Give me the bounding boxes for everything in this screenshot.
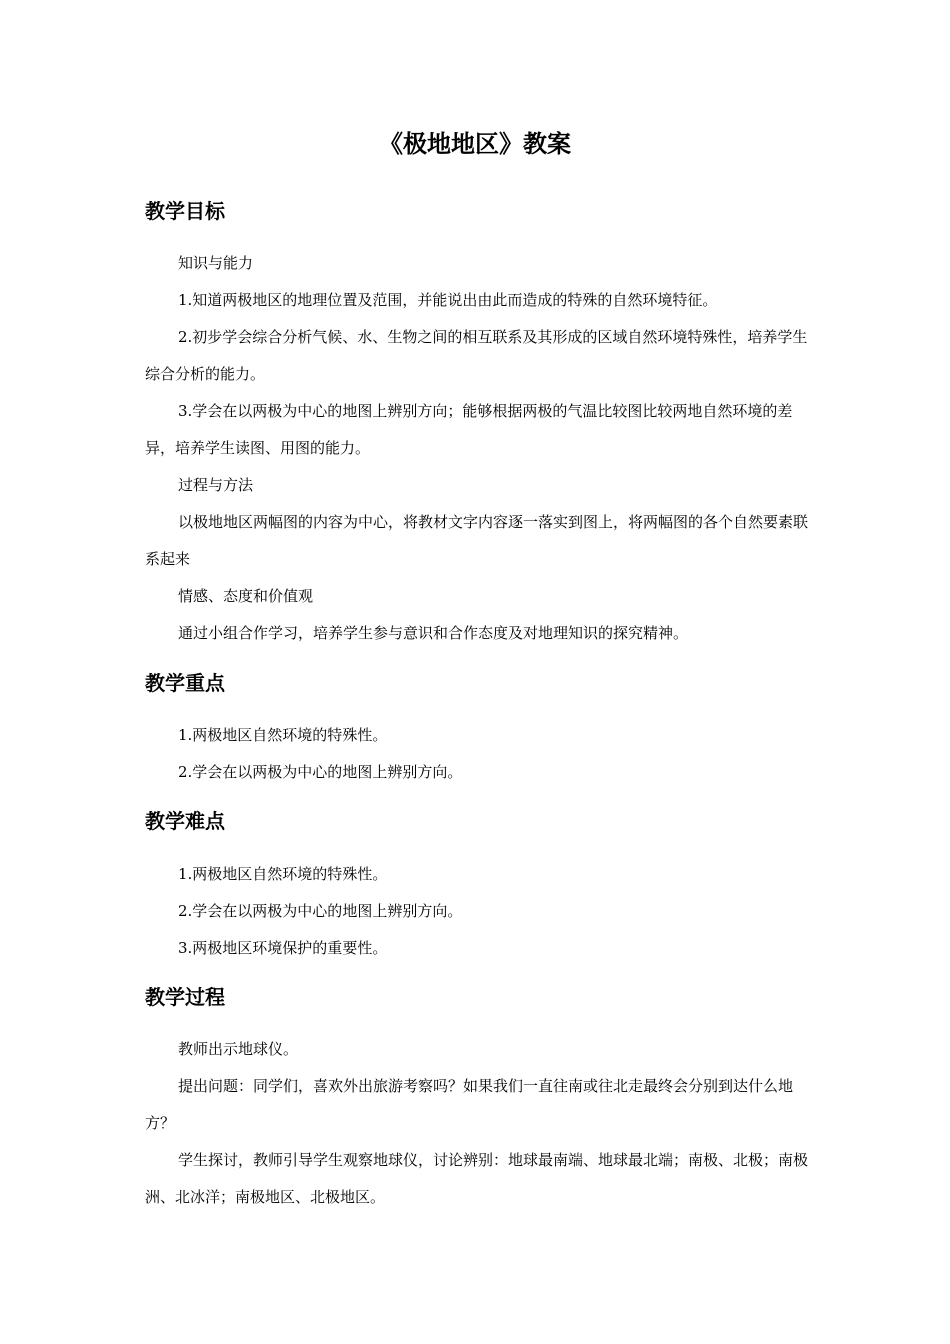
difficulties-paragraph: 2.学会在以两极为中心的地图上辨别方向。: [178, 902, 463, 920]
goals-paragraph: 2.初步学会综合分析气候、水、生物之间的相互联系及其形成的区域自然环境特殊性，培养学生综合分析的能力。: [145, 328, 808, 383]
goals-paragraph: 知识与能力: [178, 254, 254, 272]
key-points-paragraph: 2.学会在以两极为中心的地图上辨别方向。: [178, 763, 463, 781]
process-paragraph: 学生探讨，教师引导学生观察地球仪，讨论辨别：地球最南端、地球最北端；南极、北极；南极洲、北冰洋；南极地区、北极地区。: [145, 1151, 809, 1206]
process-paragraph: 提出问题：同学们，喜欢外出旅游考察吗？如果我们一直往南或往北走最终会分别到达什么地方？: [145, 1077, 794, 1132]
goals-paragraph: 过程与方法: [178, 476, 254, 494]
section-heading-process: 教学过程: [145, 985, 225, 1009]
difficulties-paragraph: 3.两极地区环境保护的重要性。: [178, 939, 388, 957]
goals-paragraph: 通过小组合作学习，培养学生参与意识和合作态度及对地理知识的探究精神。: [178, 624, 689, 642]
section-heading-difficulties: 教学难点: [145, 809, 225, 833]
section-heading-key-points: 教学重点: [145, 671, 225, 695]
goals-paragraph: 3.学会在以两极为中心的地图上辨别方向；能够根据两极的气温比较图比较两地自然环境的差异，培养学生读图、用图的能力。: [145, 402, 793, 457]
goals-paragraph: 以极地地区两幅图的内容为中心，将教材文字内容逐一落实到图上，将两幅图的各个自然要素联系起来: [145, 513, 809, 568]
key-points-paragraph: 1.两极地区自然环境的特殊性。: [178, 726, 388, 744]
difficulties-paragraph: 1.两极地区自然环境的特殊性。: [178, 865, 388, 883]
goals-paragraph: 情感、态度和价值观: [178, 587, 314, 605]
document-title: 《极地地区》教案: [379, 130, 571, 158]
process-paragraph: 教师出示地球仪。: [178, 1040, 299, 1058]
section-heading-goals: 教学目标: [145, 199, 225, 223]
goals-paragraph: 1.知道两极地区的地理位置及范围，并能说出由此而造成的特殊的自然环境特征。: [178, 291, 718, 309]
